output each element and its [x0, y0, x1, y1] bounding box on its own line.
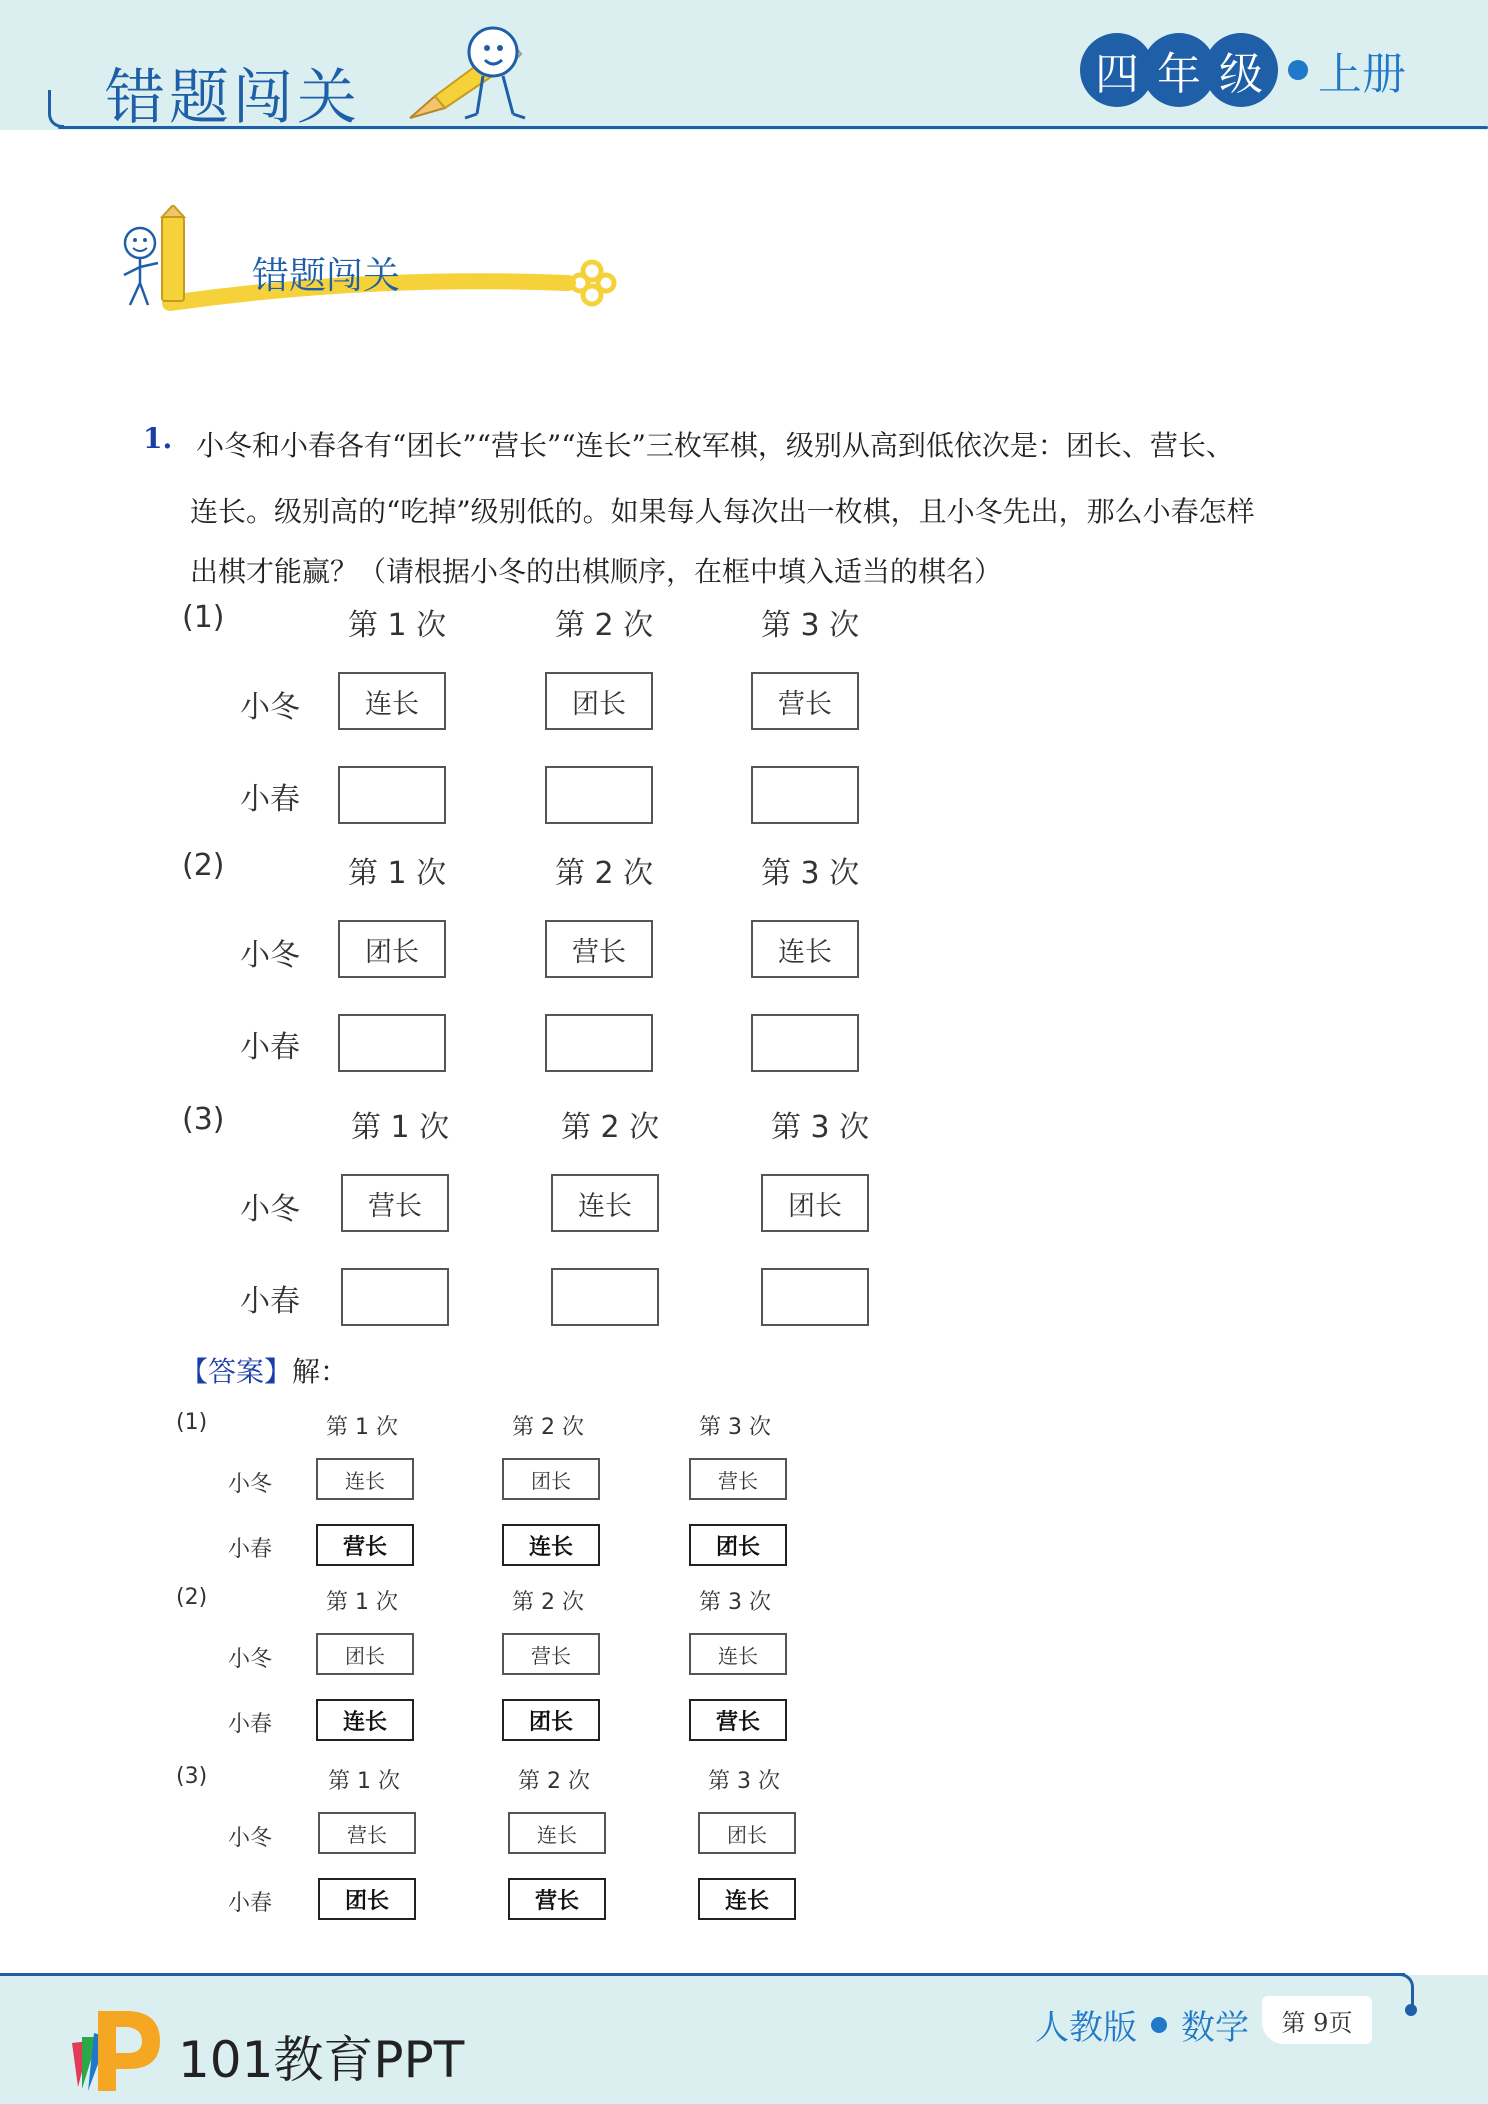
round-header: 第 2 次: [555, 608, 654, 643]
xiaochun-answer-box: [338, 1014, 446, 1072]
answer-bracket-close: 】: [264, 1355, 293, 1388]
row-label-xiaodong: 小冬: [228, 1826, 273, 1851]
round-header: 第 1 次: [326, 1590, 398, 1615]
xiaochun-answer-box: [751, 766, 859, 824]
xiaodong-piece-box: 营长: [545, 920, 653, 978]
xiaodong-piece-box: 营长: [751, 672, 859, 730]
grade-badge: [1080, 34, 1406, 106]
question-number: 1.: [143, 422, 173, 455]
row-label-xiaochun: 小春: [240, 782, 300, 817]
separator-dot: [1151, 2017, 1167, 2033]
answer-heading: [180, 1350, 348, 1390]
question-text-line-1: 小冬和小春各有“团长”“营长”“连长”三枚军棋，级别从高到低依次是：团长、营长、: [196, 429, 1234, 462]
xiaochun-answer-box: [551, 1268, 659, 1326]
grade-char: 四: [1080, 33, 1154, 107]
round-header: 第 3 次: [761, 856, 860, 891]
answer-prefix: 解：: [292, 1355, 349, 1388]
xiaochun-answer-box: [338, 766, 446, 824]
answer-group-label: (3): [176, 1764, 208, 1789]
xiaodong-piece-box: 连长: [508, 1812, 606, 1854]
xiaochun-answer-box: 连长: [698, 1878, 796, 1920]
subject-label: 数学: [1181, 2008, 1249, 2048]
separator-dot: [1288, 60, 1308, 80]
xiaodong-piece-box: 连长: [751, 920, 859, 978]
xiaodong-piece-box: 连长: [551, 1174, 659, 1232]
answer-bracket-open: 【: [180, 1355, 209, 1388]
row-label-xiaodong: 小冬: [240, 938, 300, 973]
header-title: 错题闯关: [105, 63, 361, 133]
problem-label: (1): [182, 600, 225, 635]
header-hook-decoration: [48, 90, 64, 128]
xiaochun-answer-box: [341, 1268, 449, 1326]
xiaodong-piece-box: 营长: [689, 1458, 787, 1500]
row-label-xiaochun: 小春: [240, 1030, 300, 1065]
problem-label: (3): [182, 1102, 225, 1137]
xiaodong-piece-box: 连长: [338, 672, 446, 730]
round-header: 第 2 次: [512, 1415, 584, 1440]
volume-label: 上册: [1318, 49, 1406, 100]
round-header: 第 1 次: [328, 1769, 400, 1794]
xiaochun-answer-box: [545, 766, 653, 824]
page-number: 第 9页: [1262, 1996, 1372, 2044]
xiaodong-piece-box: 营长: [502, 1633, 600, 1675]
row-label-xiaodong: 小冬: [240, 1192, 300, 1227]
round-header: 第 2 次: [518, 1769, 590, 1794]
section-title: 错题闯关: [252, 254, 400, 297]
question-text-line-3: 出棋才能赢？（请根据小冬的出棋顺序，在框中填入适当的棋名）: [190, 555, 1003, 588]
answer-label: 答案: [208, 1355, 265, 1388]
round-header: 第 3 次: [699, 1590, 771, 1615]
xiaochun-answer-box: 营长: [508, 1878, 606, 1920]
round-header: 第 3 次: [708, 1769, 780, 1794]
footer-rule: [0, 1973, 1405, 1976]
round-header: 第 1 次: [348, 856, 447, 891]
edition-info: [1035, 2000, 1249, 2049]
xiaodong-piece-box: 营长: [341, 1174, 449, 1232]
xiaochun-answer-box: 营长: [316, 1524, 414, 1566]
round-header: 第 1 次: [348, 608, 447, 643]
round-header: 第 3 次: [771, 1110, 870, 1145]
xiaodong-piece-box: 连长: [689, 1633, 787, 1675]
xiaochun-answer-box: 团长: [318, 1878, 416, 1920]
round-header: 第 2 次: [561, 1110, 660, 1145]
round-header: 第 3 次: [761, 608, 860, 643]
xiaodong-piece-box: 团长: [545, 672, 653, 730]
problem-label: (2): [182, 848, 225, 883]
xiaodong-piece-box: 团长: [761, 1174, 869, 1232]
xiaochun-answer-box: 连长: [316, 1699, 414, 1741]
brand-name: 101教育PPT: [178, 2031, 465, 2089]
xiaodong-piece-box: 营长: [318, 1812, 416, 1854]
xiaodong-piece-box: 团长: [338, 920, 446, 978]
round-header: 第 2 次: [555, 856, 654, 891]
answer-group-label: (1): [176, 1410, 208, 1435]
round-header: 第 1 次: [351, 1110, 450, 1145]
xiaochun-answer-box: [545, 1014, 653, 1072]
row-label-xiaochun: 小春: [240, 1284, 300, 1319]
round-header: 第 3 次: [699, 1415, 771, 1440]
grade-char: 级: [1204, 33, 1278, 107]
round-header: 第 1 次: [326, 1415, 398, 1440]
row-label-xiaochun: 小春: [228, 1891, 273, 1916]
xiaochun-answer-box: 营长: [689, 1699, 787, 1741]
row-label-xiaodong: 小冬: [228, 1472, 273, 1497]
row-label-xiaochun: 小春: [228, 1537, 273, 1562]
brand-logo-icon: [68, 2003, 168, 2095]
publisher-label: 人教版: [1035, 2008, 1137, 2048]
row-label-xiaodong: 小冬: [240, 690, 300, 725]
pencil-mascot-icon: [405, 18, 545, 126]
round-header: 第 2 次: [512, 1590, 584, 1615]
xiaochun-answer-box: [751, 1014, 859, 1072]
question-text-line-2: 连长。级别高的“吃掉”级别低的。如果每人每次出一枚棋，且小冬先出，那么小春怎样: [190, 495, 1255, 528]
row-label-xiaodong: 小冬: [228, 1647, 273, 1672]
answer-group-label: (2): [176, 1585, 208, 1610]
xiaochun-answer-box: 连长: [502, 1524, 600, 1566]
xiaodong-piece-box: 团长: [502, 1458, 600, 1500]
footer-dot-decoration: [1405, 2004, 1417, 2016]
xiaochun-answer-box: 团长: [502, 1699, 600, 1741]
xiaodong-piece-box: 连长: [316, 1458, 414, 1500]
row-label-xiaochun: 小春: [228, 1712, 273, 1737]
grade-char: 年: [1142, 33, 1216, 107]
xiaochun-answer-box: 团长: [689, 1524, 787, 1566]
xiaochun-answer-box: [761, 1268, 869, 1326]
xiaodong-piece-box: 团长: [316, 1633, 414, 1675]
xiaodong-piece-box: 团长: [698, 1812, 796, 1854]
